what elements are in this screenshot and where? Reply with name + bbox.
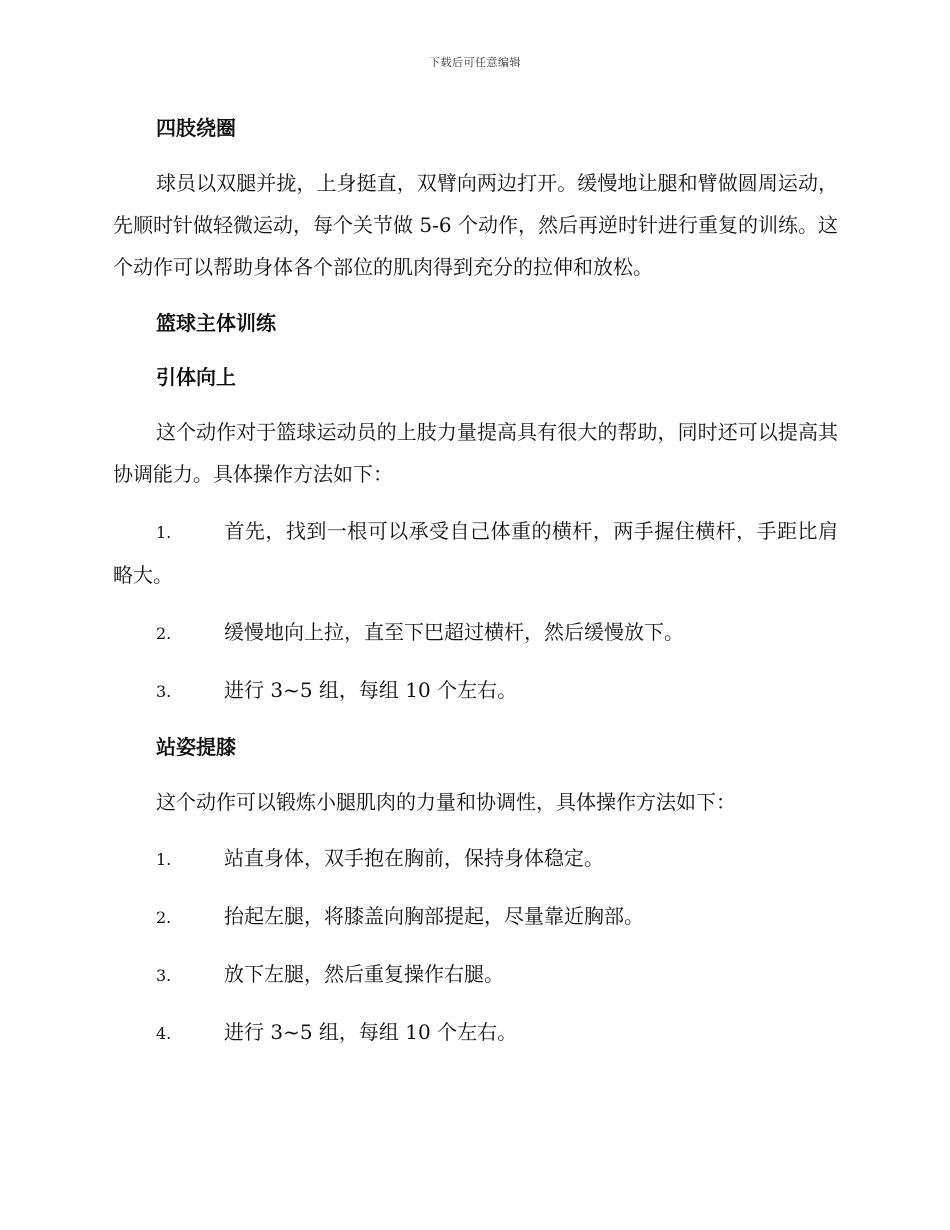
list-item bbox=[113, 953, 838, 997]
list-number: 3. bbox=[156, 966, 172, 985]
list-text: 进行 3~5 组，每组 10 个左右。 bbox=[224, 678, 518, 702]
list-item bbox=[113, 510, 838, 597]
list-number: 2. bbox=[156, 908, 172, 927]
list-number: 3. bbox=[156, 682, 172, 701]
list-number: 4. bbox=[156, 1024, 172, 1043]
header-note: 下载后可任意编辑 bbox=[429, 56, 521, 69]
list-item bbox=[113, 1011, 838, 1055]
heading-knee-raise: 站姿提膝 bbox=[156, 735, 236, 759]
paragraph-pull-up: 这个动作对于篮球运动员的上肢力量提高具有很大的帮助，同时还可以提高其协调能力。具体操作方法如下： bbox=[113, 420, 838, 486]
list-text: 缓慢地向上拉，直至下巴超过横杆，然后缓慢放下。 bbox=[224, 620, 684, 644]
list-item bbox=[113, 895, 838, 939]
list-item bbox=[113, 837, 838, 881]
paragraph-knee-raise: 这个动作可以锻炼小腿肌肉的力量和协调性，具体操作方法如下： bbox=[156, 790, 736, 814]
heading-main-training: 篮球主体训练 bbox=[156, 311, 276, 335]
list-item bbox=[113, 611, 838, 655]
heading-limb-circles: 四肢绕圈 bbox=[156, 116, 236, 140]
heading-pull-up: 引体向上 bbox=[156, 365, 236, 389]
list-number: 2. bbox=[156, 624, 172, 643]
list-item bbox=[113, 669, 838, 713]
list-text: 抬起左腿，将膝盖向胸部提起，尽量靠近胸部。 bbox=[224, 904, 644, 928]
document-body bbox=[113, 108, 838, 1055]
list-text: 首先，找到一根可以承受自己体重的横杆，两手握住横杆，手距比肩略大。 bbox=[113, 519, 838, 587]
list-text: 站直身体，双手抱在胸前，保持身体稳定。 bbox=[224, 846, 604, 870]
list-number: 1. bbox=[156, 523, 172, 542]
list-text: 进行 3~5 组，每组 10 个左右。 bbox=[224, 1020, 518, 1044]
list-text: 放下左腿，然后重复操作右腿。 bbox=[224, 962, 504, 986]
list-number: 1. bbox=[156, 850, 172, 869]
paragraph-limb-circles: 球员以双腿并拢，上身挺直，双臂向两边打开。缓慢地让腿和臂做圆周运动，先顺时针做轻微运动，每个关节做 5-6 个动作，然后再逆时针进行重复的训练。这个动作可以帮助身体各个部位的肌肉得到充分的拉伸和放松。 bbox=[113, 171, 838, 279]
